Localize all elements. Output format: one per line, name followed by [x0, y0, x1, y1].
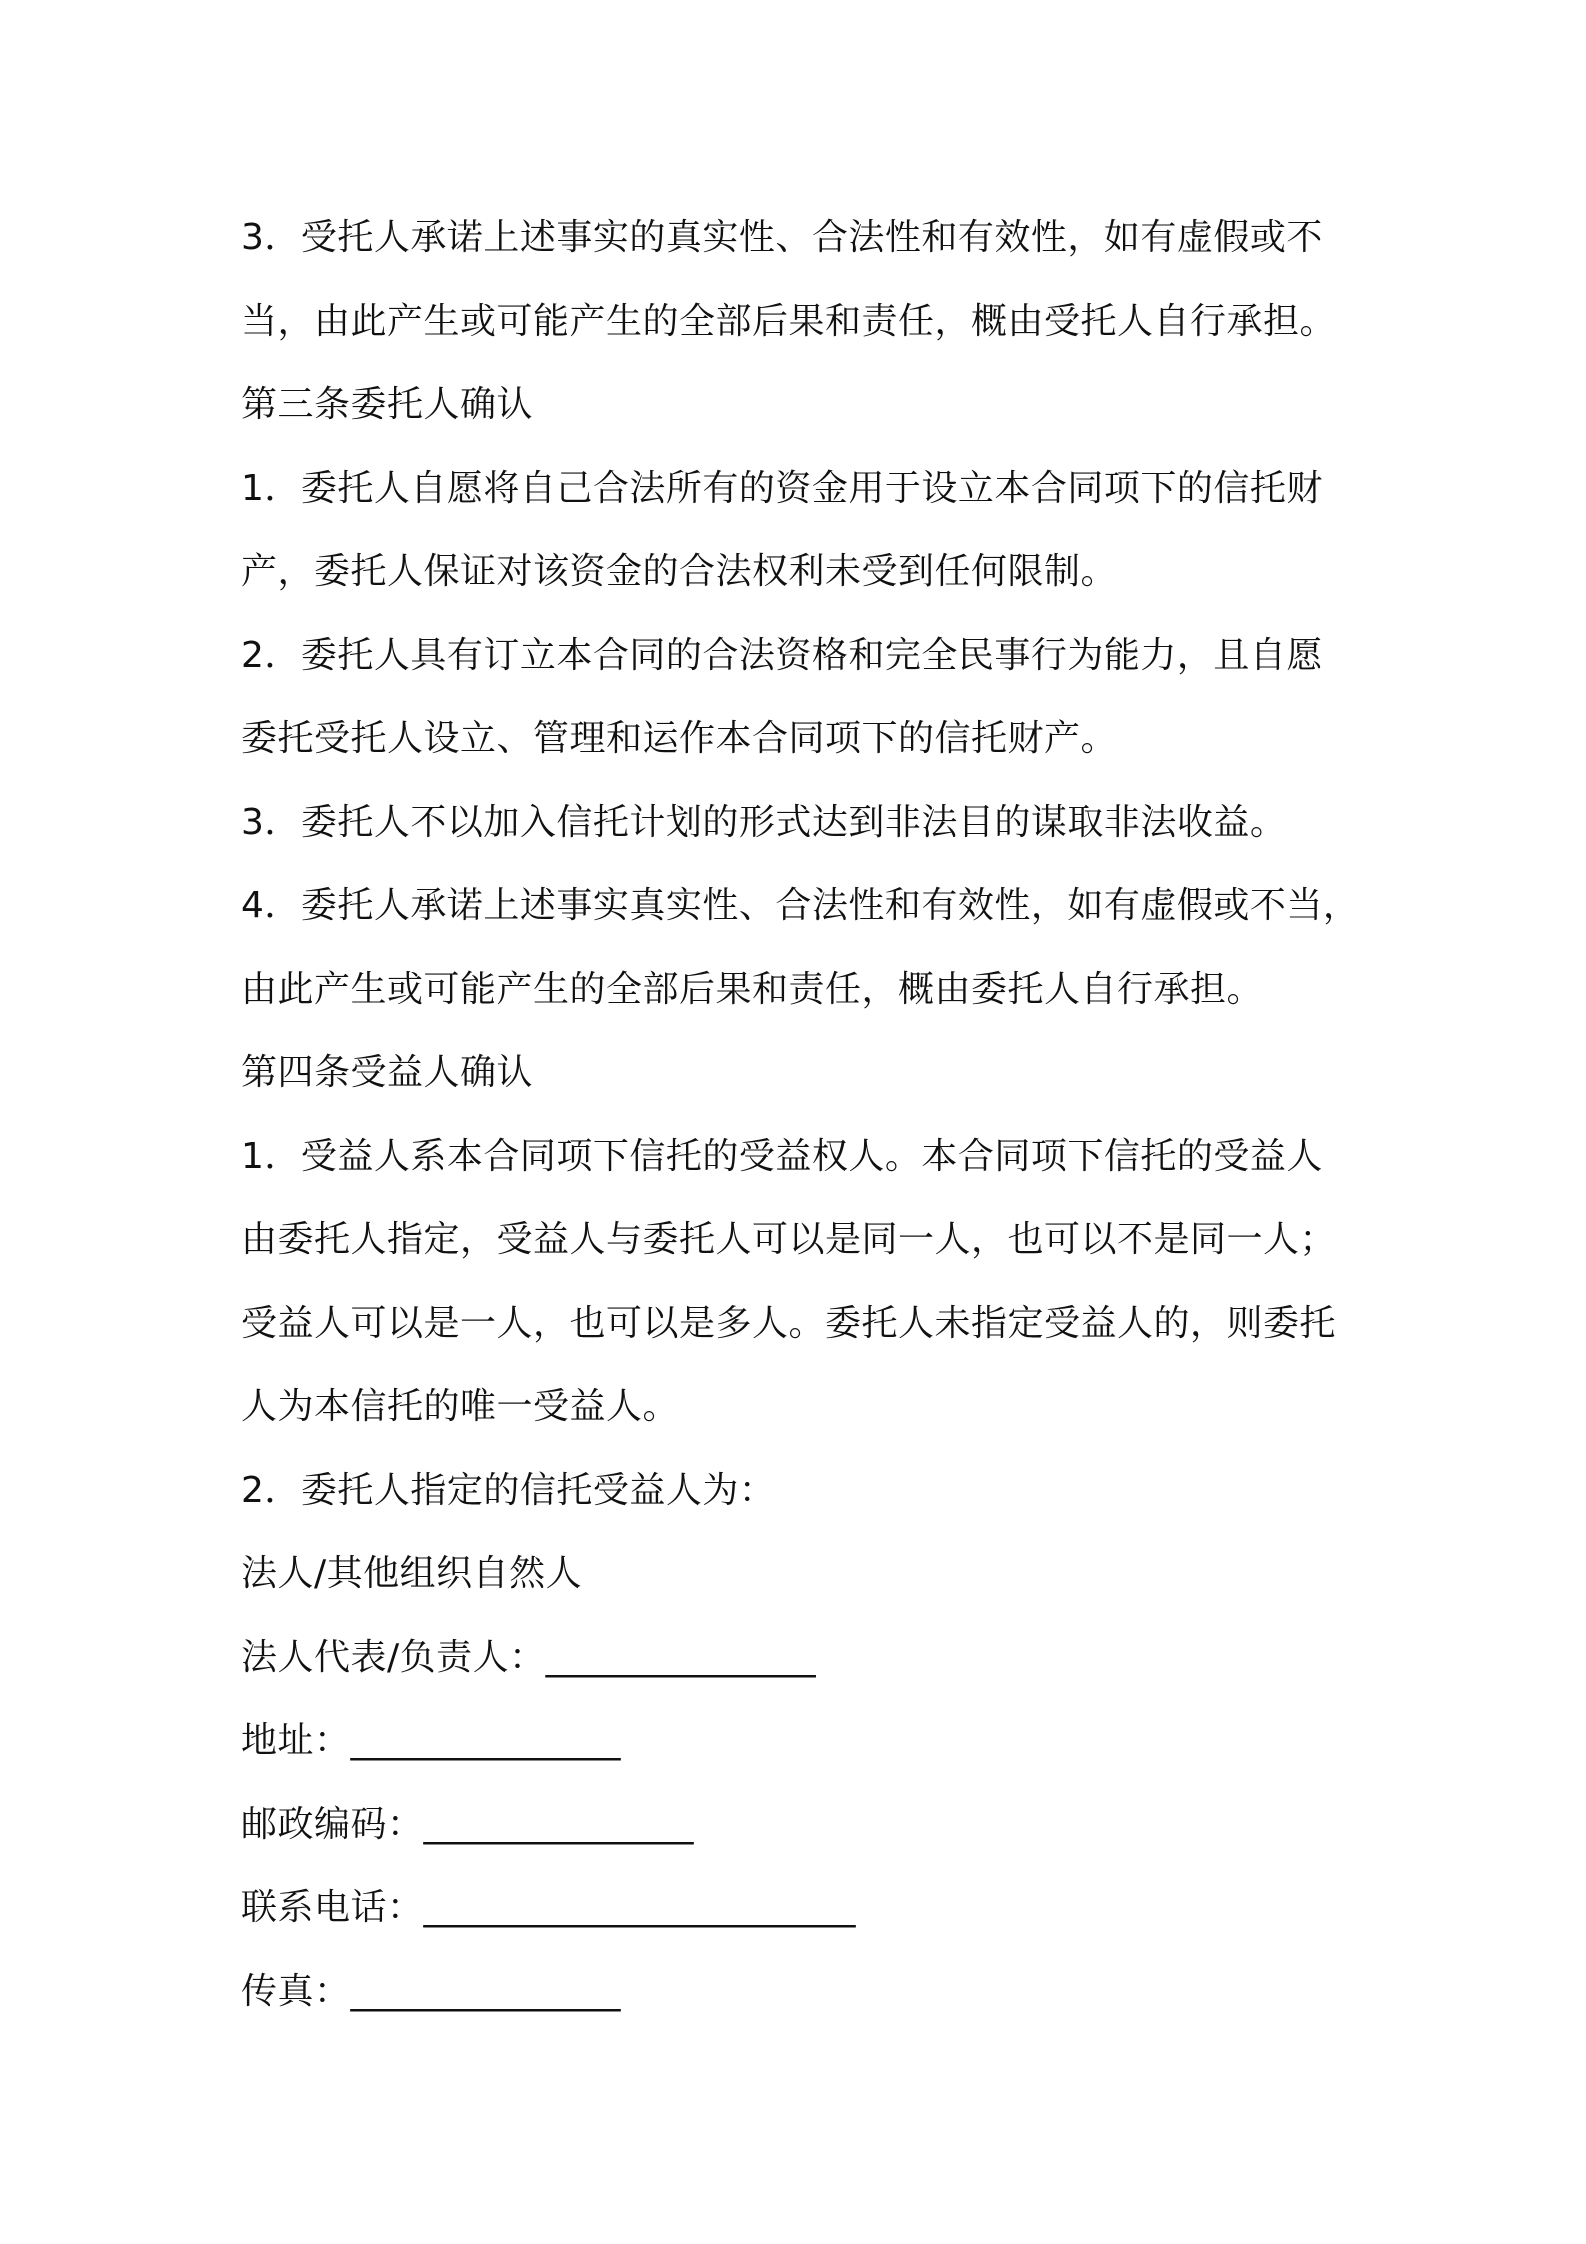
legal-representative-field: [241, 1616, 1381, 1700]
text-line: 产，委托人保证对该资金的合法权利未受到任何限制。: [241, 551, 1118, 592]
phone-field: [241, 1866, 1381, 1950]
text-line: 当，由此产生或可能产生的全部后果和责任，概由受托人自行承担。: [241, 300, 1337, 342]
fill-in-blank: _______________: [545, 1636, 816, 1678]
text-line: 1．委托人自愿将自己合法所有的资金用于设立本合同项下的信托财: [241, 467, 1323, 509]
document-page: [241, 196, 1381, 2033]
field-label: 联系电话：: [241, 1887, 424, 1928]
fill-in-blank: ________________________: [423, 1887, 856, 1928]
text-line: 4．委托人承诺上述事实真实性、合法性和有效性，如有虚假或不当，: [241, 885, 1360, 926]
section-heading: 第四条受益人确认: [241, 1052, 534, 1093]
text-line: 由委托人指定，受益人与委托人可以是同一人，也可以不是同一人；: [241, 1219, 1337, 1260]
text-line: 3．委托人不以加入信托计划的形式达到非法目的谋取非法收益。: [241, 801, 1287, 843]
fill-in-blank: _______________: [350, 1720, 621, 1761]
field-label: 法人代表/负责人：: [241, 1636, 546, 1678]
text-line: 人为本信托的唯一受益人。: [241, 1386, 680, 1427]
text-line: 由此产生或可能产生的全部后果和责任，概由委托人自行承担。: [241, 968, 1264, 1010]
text-line: 2．委托人指定的信托受益人为：: [241, 1469, 776, 1511]
fill-in-blank: _______________: [350, 1970, 621, 2012]
fax-field: [241, 1950, 1381, 2034]
text-line: 3．受托人承诺上述事实的真实性、合法性和有效性，如有虚假或不: [241, 217, 1323, 258]
text-line: 受益人可以是一人，也可以是多人。委托人未指定受益人的，则委托: [241, 1302, 1337, 1344]
field-label: 地址：: [241, 1720, 351, 1761]
address-field: [241, 1699, 1381, 1783]
field-label: 邮政编码：: [241, 1803, 424, 1845]
beneficiary-type-line: 法人/其他组织自然人: [241, 1553, 583, 1594]
text-line: 委托受托人设立、管理和运作本合同项下的信托财产。: [241, 718, 1118, 759]
fill-in-blank: _______________: [423, 1803, 694, 1845]
text-line: 2．委托人具有订立本合同的合法资格和完全民事行为能力，且自愿: [241, 634, 1323, 676]
postal-code-field: [241, 1783, 1381, 1867]
text-line: 1．受益人系本合同项下信托的受益权人。本合同项下信托的受益人: [241, 1135, 1323, 1177]
field-label: 传真：: [241, 1970, 351, 2012]
section-heading: 第三条委托人确认: [241, 384, 534, 425]
